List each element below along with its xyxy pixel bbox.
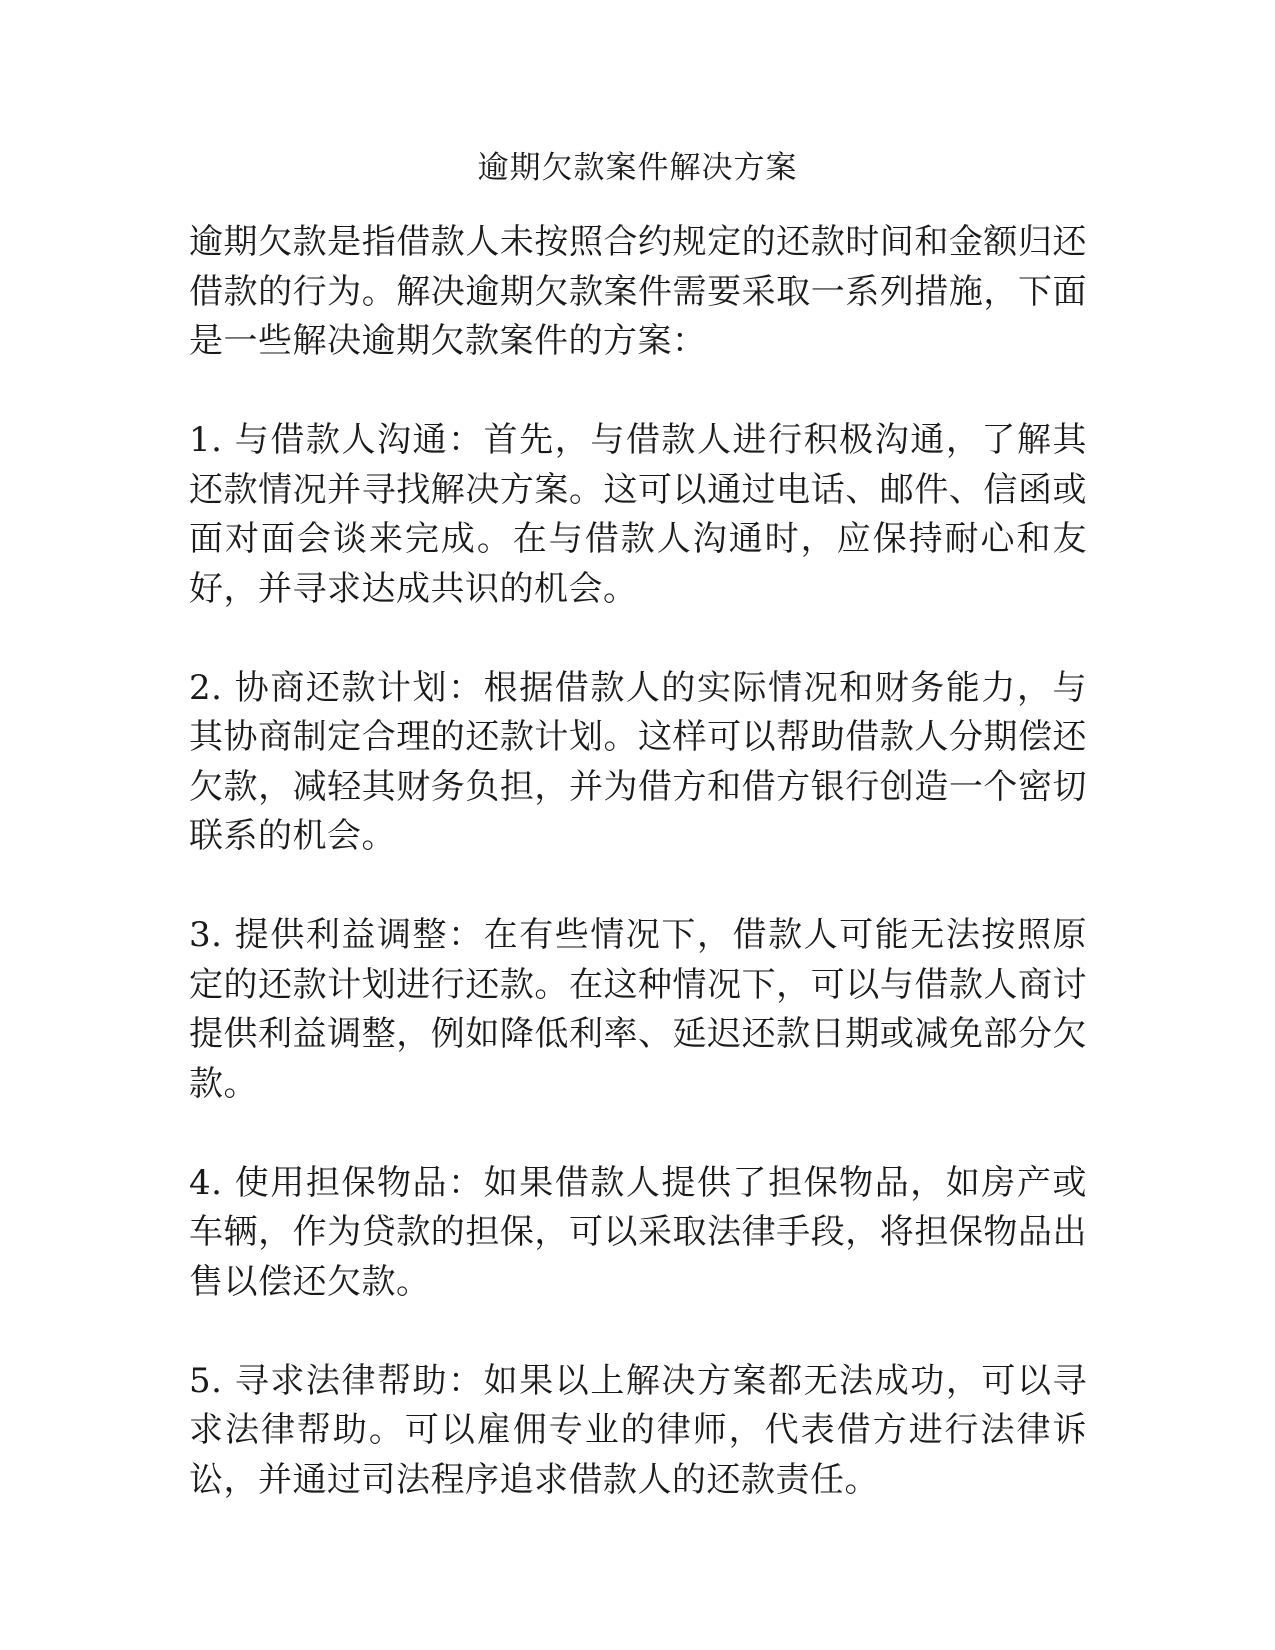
paragraph-item-3: 3. 提供利益调整：在有些情况下，借款人可能无法按照原定的还款计划进行还款。在这种情况下，可以与借款人商讨提供利益调整，例如降低利率、延迟还款日期或减免部分欠款。	[189, 915, 1087, 1104]
intro-paragraph: 逾期欠款是指借款人未按照合约规定的还款时间和金额归还借款的行为。解决逾期欠款案件需要采取一系列措施，下面是一些解决逾期欠款案件的方案：	[189, 222, 1087, 361]
paragraph-item-5: 5. 寻求法律帮助：如果以上解决方案都无法成功，可以寻求法律帮助。可以雇佣专业的律师，代表借方进行法律诉讼，并通过司法程序追求借款人的还款责任。	[189, 1360, 1087, 1500]
paragraph-item-1: 1. 与借款人沟通：首先，与借款人进行积极沟通，了解其还款情况并寻找解决方案。这可以通过电话、邮件、信函或面对面会谈来完成。在与借款人沟通时，应保持耐心和友好，并寻求达成共识的机会。	[189, 420, 1087, 609]
document-title: 逾期欠款案件解决方案	[477, 150, 798, 186]
document-body	[189, 218, 1087, 1505]
paragraph-item-4: 4. 使用担保物品：如果借款人提供了担保物品，如房产或车辆，作为贷款的担保，可以采取法律手段，将担保物品出售以偿还欠款。	[189, 1162, 1087, 1302]
paragraph-item-2: 2. 协商还款计划：根据借款人的实际情况和财务能力，与其协商制定合理的还款计划。这样可以帮助借款人分期偿还欠款，减轻其财务负担，并为借方和借方银行创造一个密切联系的机会。	[189, 667, 1087, 856]
